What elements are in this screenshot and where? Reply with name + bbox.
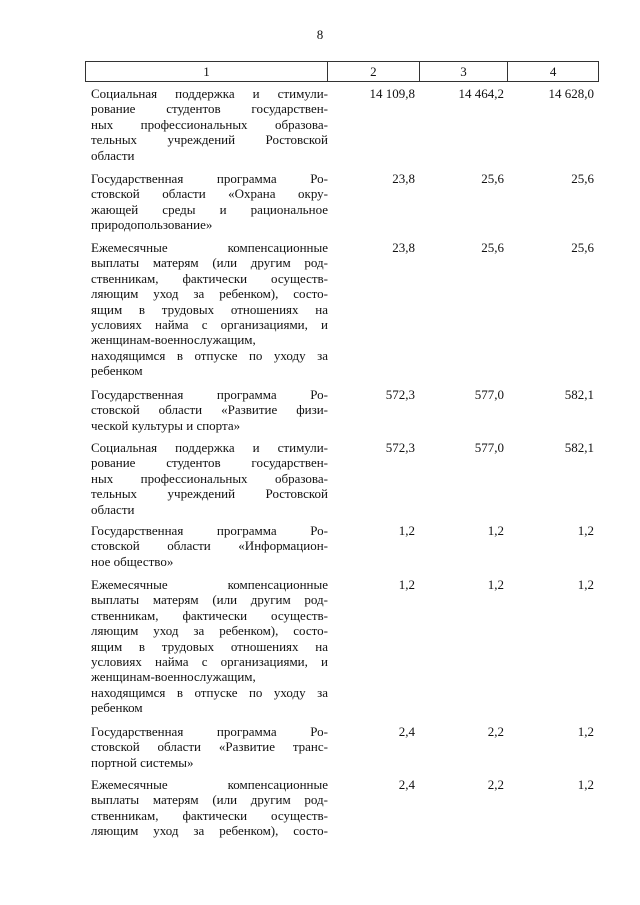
description-line: стовской области «Развитие физи- (91, 402, 328, 418)
description-line: тельных учреждений Ростовской (91, 486, 328, 502)
description-line: Ежемесячные компенсационные (91, 577, 328, 592)
description-line: ляющим уход за ребенком), состо- (91, 823, 328, 839)
description-line: ственникам, фактически осуществ- (91, 607, 328, 623)
description-line: портной системы» (91, 754, 194, 770)
row-description (85, 387, 328, 433)
row-description (85, 440, 328, 517)
description-line: стовской области «Развитие транс- (91, 739, 328, 755)
description-line: ящим в трудовых отношениях на (91, 301, 328, 317)
description-line: Ежемесячные компенсационные (91, 777, 328, 792)
value-col-3: 577,0 (474, 440, 504, 455)
header-col-3: 3 (420, 62, 509, 81)
description-line: ных профессиональных образова- (91, 116, 328, 132)
value-col-3: 1,2 (487, 577, 504, 592)
table-row (85, 724, 599, 770)
table-row (85, 240, 599, 379)
value-col-3: 14 464,2 (458, 86, 504, 101)
description-line: выплаты матерям (или другим род- (91, 792, 328, 808)
row-description (85, 171, 328, 233)
value-col-4: 582,1 (564, 387, 594, 402)
value-col-2: 1,2 (398, 577, 415, 592)
description-line: рование студентов государствен- (91, 101, 328, 117)
table-row (85, 86, 599, 163)
table-row (85, 523, 599, 569)
value-col-3: 25,6 (481, 240, 504, 255)
value-col-2: 2,4 (398, 724, 415, 739)
description-line: женщинам-военнослужащим, (91, 332, 256, 348)
header-col-2: 2 (328, 62, 420, 81)
description-line: Ежемесячные компенсационные (91, 240, 328, 255)
value-col-2: 14 109,8 (369, 86, 415, 101)
description-line: ное общество» (91, 553, 174, 569)
table-row (85, 577, 599, 716)
table-header (85, 61, 599, 82)
description-line: Государственная программа Ро- (91, 724, 328, 739)
value-col-2: 2,4 (398, 777, 415, 792)
description-line: Социальная поддержка и стимули- (91, 86, 328, 101)
description-line: стовской области «Информацион- (91, 538, 328, 554)
value-col-2: 23,8 (392, 171, 415, 186)
value-col-2: 23,8 (392, 240, 415, 255)
description-line: рование студентов государствен- (91, 455, 328, 471)
row-description (85, 523, 328, 569)
description-line: находящимся в отпуске по уходу за (91, 684, 328, 700)
description-line: природопользование» (91, 217, 213, 233)
value-col-3: 577,0 (474, 387, 504, 402)
description-line: Государственная программа Ро- (91, 387, 328, 402)
description-line: условиях найма с организациями, и (91, 317, 328, 333)
description-line: стовской области «Охрана окру- (91, 186, 328, 202)
value-col-3: 1,2 (487, 523, 504, 538)
description-line: ных профессиональных образова- (91, 470, 328, 486)
description-line: ственникам, фактически осуществ- (91, 270, 328, 286)
description-line: условиях найма с организациями, и (91, 654, 328, 670)
value-col-4: 25,6 (571, 171, 594, 186)
table-row (85, 387, 599, 433)
value-col-4: 1,2 (577, 523, 594, 538)
value-col-2: 572,3 (385, 387, 415, 402)
value-col-2: 1,2 (398, 523, 415, 538)
description-line: тельных учреждений Ростовской (91, 132, 328, 148)
value-col-4: 1,2 (577, 777, 594, 792)
value-col-3: 2,2 (487, 724, 504, 739)
header-col-4: 4 (549, 63, 557, 79)
description-line: ческой культуры и спорта» (91, 417, 241, 433)
table-row (85, 171, 599, 233)
value-col-3: 2,2 (487, 777, 504, 792)
value-col-3: 25,6 (481, 171, 504, 186)
value-col-4: 14 628,0 (548, 86, 594, 101)
table-row (85, 777, 599, 839)
value-col-4: 25,6 (571, 240, 594, 255)
description-line: Государственная программа Ро- (91, 171, 328, 186)
description-line: ляющим уход за ребенком), состо- (91, 286, 328, 302)
value-col-4: 582,1 (564, 440, 594, 455)
header-col-1: 1 (86, 62, 328, 81)
description-line: выплаты матерям (или другим род- (91, 592, 328, 608)
row-description (85, 577, 328, 716)
value-col-4: 1,2 (577, 724, 594, 739)
description-line: ляющим уход за ребенком), состо- (91, 623, 328, 639)
value-col-4: 1,2 (577, 577, 594, 592)
description-line: женщинам-военнослужащим, (91, 669, 256, 685)
description-line: Государственная программа Ро- (91, 523, 328, 538)
row-description (85, 777, 328, 839)
description-line: Социальная поддержка и стимули- (91, 440, 328, 455)
description-line: ребенком (91, 700, 143, 716)
table-row (85, 440, 599, 517)
description-line: области (91, 501, 135, 517)
row-description (85, 86, 328, 163)
description-line: жающей среды и рациональное (91, 201, 328, 217)
value-col-2: 572,3 (385, 440, 415, 455)
description-line: находящимся в отпуске по уходу за (91, 347, 328, 363)
description-line: выплаты матерям (или другим род- (91, 255, 328, 271)
description-line: ящим в трудовых отношениях на (91, 638, 328, 654)
page-number: 8 (316, 27, 324, 42)
row-description (85, 724, 328, 770)
description-line: ребенком (91, 363, 143, 379)
description-line: области (91, 147, 135, 163)
row-description (85, 240, 328, 379)
description-line: ственникам, фактически осуществ- (91, 807, 328, 823)
